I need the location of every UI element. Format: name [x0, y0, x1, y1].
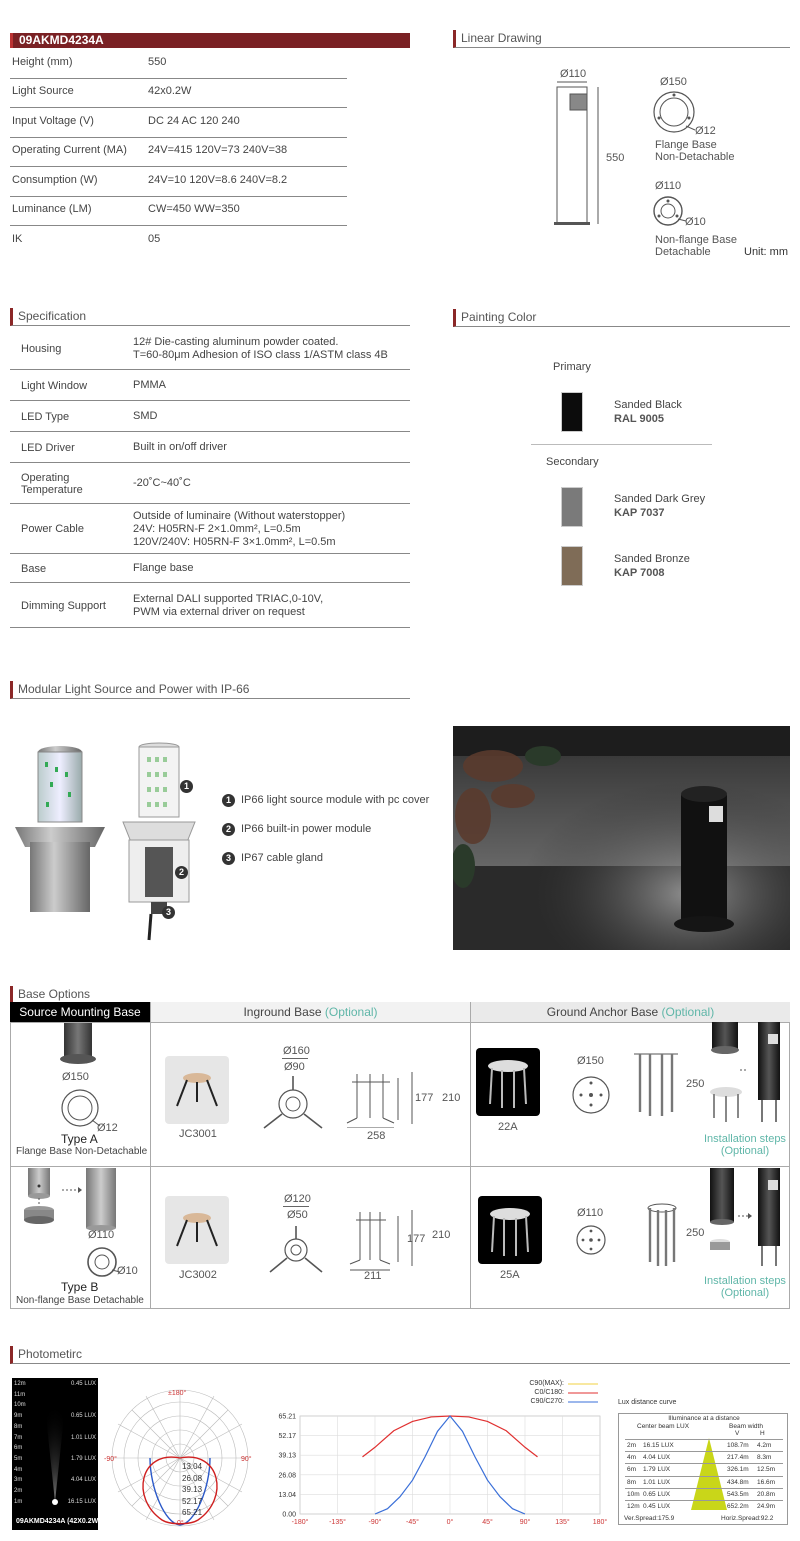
color-dark-grey: Sanded Dark Grey KAP 7037 — [614, 493, 706, 519]
height-label: 550 — [606, 152, 625, 164]
type-a-dia: Ø150 — [62, 1071, 89, 1083]
polar-value: 26.08 — [182, 1473, 203, 1483]
anchor-22a-code: 22A — [498, 1121, 518, 1133]
polar-right-label: 90° — [241, 1456, 252, 1463]
x-tick-label: -135° — [329, 1519, 346, 1526]
lux-table-cell: 652.2m — [727, 1503, 749, 1510]
y-tick-label: 65.21 — [278, 1413, 296, 1421]
x-tick-label: 45° — [482, 1519, 493, 1526]
specification-label: Power Cable — [21, 523, 84, 535]
specification-value — [133, 441, 227, 454]
primary-label: Primary — [553, 361, 591, 373]
jc3002-d2: Ø50 — [287, 1209, 308, 1221]
specification-value — [133, 593, 323, 619]
jc3002-h2: 210 — [432, 1229, 451, 1241]
lux-label: 4.04 LUX — [70, 1477, 96, 1484]
specification-label: Dimming Support — [21, 599, 106, 612]
spec-row — [10, 144, 347, 167]
anchor-22a-dia: Ø150 — [577, 1055, 604, 1067]
polar-chart — [110, 1388, 260, 1528]
light-module-photo — [10, 742, 105, 917]
lux-label: 1.01 LUX — [70, 1434, 96, 1441]
nonflange-label-1: Non-flange Base — [655, 234, 737, 246]
lux-table-cell: 0.65 LUX — [643, 1490, 671, 1498]
anchor-25a-side-drawing — [640, 1200, 684, 1270]
flange-label-1: Flange Base — [655, 139, 717, 151]
polar-value: 52.17 — [182, 1496, 203, 1506]
specification-line: Outside of luminaire (Without waterstopper) — [133, 509, 346, 522]
lux-table-row — [625, 1500, 783, 1512]
bollard-lifestyle-photo — [453, 726, 790, 950]
specification-value — [133, 477, 191, 490]
lux-table-cell: 326.1m — [727, 1466, 749, 1474]
nonflange-hole-label: Ø10 — [685, 216, 706, 228]
spec-value: CW=450 WW=350 — [148, 203, 240, 215]
polar-bottom-label: 0° — [177, 1520, 184, 1527]
spec-label: Light Source — [12, 85, 74, 97]
row-divider-top — [10, 1022, 790, 1023]
specification-label: Operating Temperature — [21, 471, 83, 496]
spec-row — [10, 174, 347, 197]
spec-label: Operating Current (MA) — [12, 144, 127, 156]
specification-line: 24V: H05RN-F 2×1.0mm², L=0.5m — [133, 522, 301, 535]
lux-table-row — [625, 1439, 783, 1451]
x-tick-label: 90° — [519, 1519, 531, 1526]
specification-row — [10, 504, 410, 554]
lux-table-center: Center beam LUX — [637, 1423, 690, 1430]
spec-value: 550 — [148, 56, 167, 68]
distance-label: 8m — [14, 1423, 23, 1430]
spec-row — [10, 203, 347, 226]
col-divider-1 — [150, 1022, 151, 1309]
lux-table-cell: 16.15 LUX — [643, 1442, 674, 1449]
jc3001-side-drawing — [342, 1068, 414, 1128]
lux-table-cell: 12m — [627, 1503, 640, 1510]
spec-label: IK — [12, 233, 23, 245]
lux-table-cell: 20.8m — [757, 1490, 776, 1498]
lux-table-row — [625, 1476, 783, 1488]
lux-table-cell: 4m — [627, 1454, 637, 1462]
polar-value: 39.13 — [182, 1485, 203, 1494]
type-b-drawing — [22, 1168, 132, 1240]
distance-label: 2m — [14, 1488, 23, 1494]
y-tick-label: 39.13 — [278, 1452, 296, 1460]
flange-hole-label: Ø12 — [695, 125, 716, 137]
specification-row — [10, 583, 410, 628]
spec-label: Height (mm) — [12, 56, 73, 68]
x-tick-label: -90° — [368, 1519, 382, 1526]
swatch-bronze — [561, 546, 583, 586]
spec-value: DC 24 AC 120 240 — [148, 115, 240, 127]
jc3001-photo — [165, 1056, 229, 1124]
color-bronze: Sanded Bronze KAP 7008 — [614, 553, 690, 579]
lux-label: 16.15 LUX — [67, 1498, 96, 1505]
anchor-22a-side-drawing — [630, 1050, 682, 1120]
distance-label: 3m — [14, 1477, 23, 1484]
lux-table-beam: Beam width — [729, 1423, 763, 1430]
lux-table-cell: 6m — [627, 1466, 637, 1474]
specification-label: Base — [21, 562, 47, 575]
flange-label-2: Non-Detachable — [655, 151, 735, 163]
specification-row — [10, 463, 410, 504]
lux-label: 0.45 LUX — [70, 1381, 96, 1387]
swatch-dark-grey — [561, 487, 583, 527]
specification-row — [10, 370, 410, 401]
module-item-1: 1 IP66 light source module with pc cover — [222, 794, 429, 807]
spec-label: Consumption (W) — [12, 174, 98, 186]
jc3002-side-drawing — [342, 1208, 414, 1274]
specification-label: LED Driver — [21, 441, 75, 454]
jc3001-top-drawing — [262, 1076, 324, 1134]
type-b-dia: Ø110 — [88, 1229, 115, 1241]
jc3002-h1: 177 — [407, 1233, 426, 1245]
callout-1: 1 — [180, 780, 199, 793]
lux-table-cell: 434.8m — [727, 1478, 749, 1486]
lux-table-cell: 4.04 LUX — [643, 1454, 671, 1462]
lux-table-title: Illuminance at a distance — [668, 1415, 740, 1422]
spec-value: 24V=10 120V=8.6 240V=8.2 — [148, 174, 288, 186]
lux-table-h: H — [760, 1430, 765, 1437]
polar-value: 65.21 — [182, 1508, 203, 1517]
lux-table-row — [625, 1488, 783, 1500]
lux-table-cell: 8m — [627, 1478, 637, 1486]
y-tick-label: 52.17 — [278, 1433, 296, 1441]
type-a-pole — [58, 1023, 98, 1065]
lux-table-cell: 0.45 LUX — [643, 1503, 671, 1510]
y-tick-label: 26.08 — [278, 1472, 296, 1480]
type-b-desc: Non-flange Base Detachable — [16, 1295, 144, 1306]
spec-label: Input Voltage (V) — [12, 115, 94, 127]
jc3001-h1: 177 — [415, 1092, 434, 1104]
hor-spread: Horiz.Spread:92.2 — [721, 1515, 774, 1522]
distance-label: 6m — [14, 1445, 23, 1452]
anchor-22a-install-drawing — [704, 1022, 790, 1130]
x-tick-label: 135° — [555, 1519, 570, 1526]
x-tick-label: -180° — [291, 1519, 309, 1526]
nonflange-label-2: Detachable — [655, 246, 711, 258]
callout-2: 2 — [175, 866, 194, 879]
jc3001-d2: Ø90 — [284, 1061, 305, 1073]
intensity-curve-chart — [266, 1408, 610, 1534]
lux-table-row — [625, 1463, 783, 1475]
y-tick-label: 0.00 — [282, 1511, 296, 1519]
install-steps-2[interactable]: Installation steps (Optional) — [704, 1275, 786, 1299]
polar-left-label: -90° — [104, 1456, 117, 1463]
jc3001-w: 258 — [367, 1130, 386, 1142]
install-steps-1[interactable]: Installation steps (Optional) — [704, 1133, 786, 1157]
specification-row — [10, 432, 410, 463]
specification-line: 120V/240V: H05RN-F 3×1.0mm², L=0.5m — [133, 535, 336, 548]
specification-row — [10, 554, 410, 583]
lux-table-cell: 108.7m — [727, 1442, 749, 1449]
bollard-side-drawing — [540, 62, 630, 232]
base-options-title: Base Options — [10, 986, 790, 1004]
specification-line: Flange base — [133, 562, 194, 574]
specification-line: SMD — [133, 410, 158, 422]
lux-table-cell: 8.3m — [757, 1454, 772, 1462]
distance-label: 1m — [14, 1498, 23, 1505]
model-title: 09AKMD4234A — [10, 33, 410, 48]
curve-legend-lines — [566, 1380, 602, 1410]
callout-3: 3 — [162, 906, 181, 919]
spec-row — [10, 85, 347, 108]
anchor-25a-dia: Ø110 — [577, 1207, 604, 1219]
modular-title: Modular Light Source and Power with IP-66 — [10, 681, 410, 699]
anchor-25a-install-drawing — [704, 1168, 790, 1274]
type-a-hole: Ø12 — [97, 1122, 118, 1134]
dia-top-label: Ø110 — [560, 68, 587, 80]
module-item-3: 3 IP67 cable gland — [222, 852, 323, 865]
specification-value — [133, 379, 166, 392]
anchor-22a-h: 250 — [686, 1078, 705, 1090]
lux-table-cell: 10m — [627, 1490, 640, 1498]
polar-top-label: ±180° — [168, 1390, 187, 1397]
y-tick-label: 13.04 — [278, 1491, 296, 1499]
spec-row — [10, 56, 347, 79]
distance-label: 5m — [14, 1455, 23, 1462]
anchor-25a-photo — [478, 1196, 542, 1264]
distance-label: 12m — [14, 1381, 26, 1387]
jc3002-d1: Ø120 — [284, 1193, 311, 1205]
lux-table-cell: 16.6m — [757, 1478, 776, 1486]
specification-line: Built in on/off driver — [133, 441, 227, 453]
lux-table-cell: 2m — [627, 1442, 637, 1449]
photometric-title: Photometirc — [10, 1346, 790, 1364]
spec-value: 05 — [148, 233, 161, 245]
col-ground-anchor: Ground Anchor Base (Optional) — [470, 1002, 790, 1022]
anchor-25a-code: 25A — [500, 1269, 520, 1281]
lux-table-cell: 217.4m — [727, 1454, 749, 1462]
lux-table-cell: 543.5m — [727, 1490, 749, 1498]
jc3002-frac-line — [283, 1206, 309, 1207]
specification-value — [133, 336, 388, 362]
flange-dia-label: Ø150 — [660, 76, 687, 88]
x-tick-label: 180° — [592, 1519, 608, 1526]
anchor-25a-h: 250 — [686, 1227, 705, 1239]
x-tick-label: -45° — [406, 1519, 419, 1526]
jc3002-top-drawing — [268, 1226, 324, 1276]
jc3001-frac-line — [282, 1058, 308, 1059]
row-divider-mid — [10, 1166, 790, 1167]
spec-value: 24V=415 120V=73 240V=38 — [148, 144, 288, 156]
lux-table-cell: 24.9m — [757, 1503, 776, 1510]
spec-value: 42x0.2W — [148, 85, 192, 97]
specification-row — [10, 401, 410, 432]
x-tick-label: 0° — [446, 1519, 454, 1526]
lux-label: 1.79 LUX — [70, 1455, 96, 1462]
type-b-hole: Ø10 — [117, 1265, 138, 1277]
secondary-label: Secondary — [546, 456, 599, 468]
distance-label: 7m — [14, 1434, 23, 1441]
lux-curve-title: Lux distance curve — [618, 1399, 677, 1406]
specification-value — [133, 410, 157, 423]
lux-label: 0.65 LUX — [70, 1413, 96, 1420]
col-divider-2 — [470, 1022, 471, 1309]
jc3001-h2: 210 — [442, 1092, 461, 1104]
anchor-25a-top-drawing — [575, 1224, 607, 1256]
specification-value — [133, 510, 345, 549]
distance-label: 11m — [14, 1391, 26, 1398]
specification-line: PWM via external driver on request — [133, 605, 305, 618]
jc3002-code: JC3002 — [179, 1269, 217, 1281]
lux-table-v: V — [735, 1430, 740, 1437]
spec-label: Luminance (LM) — [12, 203, 92, 215]
type-a-label: Type A — [61, 1132, 98, 1146]
col-inground: Inground Base (Optional) — [150, 1002, 470, 1022]
lux-table-cell: 1.01 LUX — [643, 1478, 671, 1486]
ver-spread: Ver.Spread:175.9 — [624, 1515, 675, 1522]
jc3001-code: JC3001 — [179, 1128, 217, 1140]
module-cutaway-drawing — [115, 742, 205, 942]
linear-drawing-title: Linear Drawing — [453, 30, 790, 48]
unit-label: Unit: mm — [744, 246, 788, 258]
type-b-label: Type B — [61, 1280, 99, 1294]
distance-label: 9m — [14, 1413, 23, 1420]
curve-legend-labels: C90(MAX): C0/C180: C90/C270: — [529, 1380, 564, 1405]
specification-line: T=60-80μm Adhesion of ISO class 1/ASTM class 4B — [133, 348, 388, 361]
jc3001-d1: Ø160 — [283, 1045, 310, 1057]
distance-label: 4m — [14, 1466, 23, 1473]
lux-table-cell: 1.79 LUX — [643, 1466, 671, 1474]
specification-row — [10, 327, 410, 370]
specification-label: LED Type — [21, 410, 70, 423]
color-divider — [531, 444, 712, 445]
color-black: Sanded Black RAL 9005 — [614, 399, 682, 425]
anchor-22a-photo — [476, 1048, 540, 1116]
nonflange-dia-label: Ø110 — [655, 180, 682, 192]
spec-row — [10, 115, 347, 138]
lux-table-cell: 4.2m — [757, 1442, 772, 1449]
specification-label: Housing — [21, 342, 62, 355]
lux-distance-panel — [12, 1378, 101, 1530]
col-source-mounting: Source Mounting Base — [10, 1002, 150, 1022]
painting-color-title: Painting Color — [453, 309, 790, 327]
specification-line: 12# Die-casting aluminum powder coated. — [133, 335, 339, 348]
specification-line: External DALI supported TRIAC,0-10V, — [133, 592, 324, 605]
nonflange-base-drawing — [650, 193, 690, 231]
module-item-2: 2 IP66 built-in power module — [222, 823, 371, 836]
specification-line: PMMA — [133, 379, 166, 391]
lux-table-row — [625, 1451, 783, 1463]
specification-value — [133, 562, 194, 575]
light-cone — [12, 1378, 98, 1530]
specification-title: Specification — [10, 308, 410, 326]
jc3002-photo — [165, 1196, 229, 1264]
specification-line: -20˚C~40˚C — [133, 477, 191, 489]
flange-base-drawing — [650, 88, 700, 138]
polar-value: 13.04 — [182, 1462, 203, 1471]
lux-table-cell: 12.5m — [757, 1466, 776, 1474]
swatch-black — [561, 392, 583, 432]
jc3002-w: 211 — [364, 1270, 382, 1282]
type-a-desc: Flange Base Non-Detachable — [16, 1146, 148, 1157]
anchor-22a-top-drawing — [571, 1075, 611, 1115]
distance-label: 10m — [14, 1402, 26, 1409]
model-caption: 09AKMD4234A (42X0.2W) — [16, 1518, 101, 1525]
lux-table — [618, 1413, 788, 1525]
specification-label: Light Window — [21, 379, 88, 392]
